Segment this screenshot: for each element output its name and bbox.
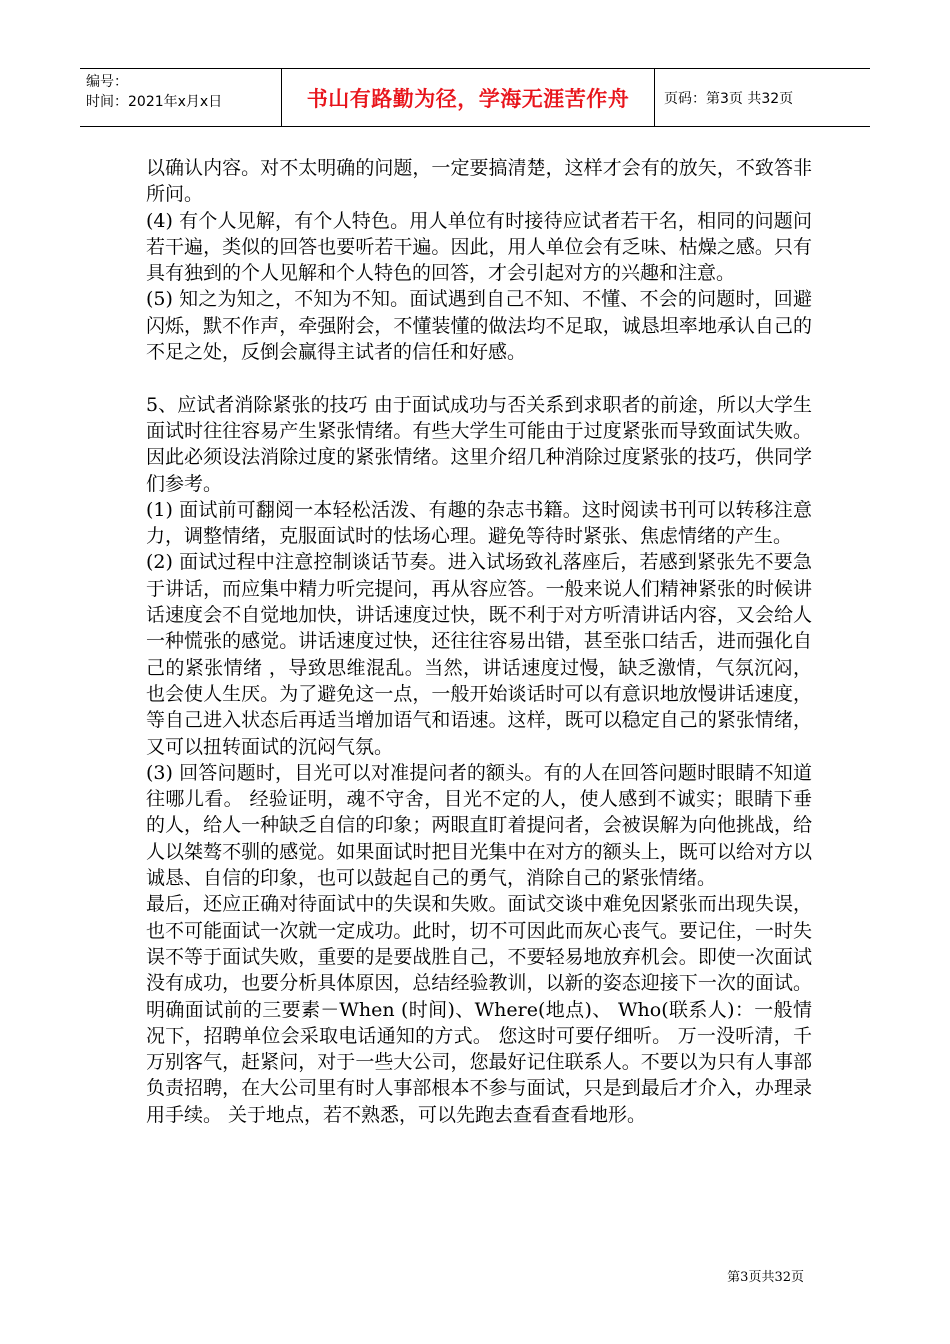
- header-meta: [80, 69, 282, 126]
- paragraph: 最后，还应正确对待面试中的失误和失败。面试交谈中难免因紧张而出现失误，也不可能面试一次就一定成功。此时，切不可因此而灰心丧气。要记住，一时失误不等于面试失败，重要的是要战胜自己，不要轻易地放弃机会。即使一次面试没有成功，也要分析具体原因，总结经验教训，以新的姿态迎接下一次的面试。 明确面试前的三要素－When (时间)、Where(地点)、 Who(联系人)：一般情况下，招聘单位会采取电话通知的方式。 您这时可要仔细听。 万一没听清，千万别客气，赶紧问，对于一些大公司，您最好记住联系人。不要以为只有人事部负责招聘，在大公司里有时人事部根本不参与面试，只是到最后才介入，办理录用手续。 关于地点，若不熟悉，可以先跑去查看查看地形。: [146, 893, 812, 1126]
- paragraph: (3) 回答问题时，目光可以对准提问者的额头。有的人在回答问题时眼睛不知道往哪儿看。 经验证明，魂不守舍，目光不定的人，使人感到不诚实；眼睛下垂的人，给人一种缺乏自信的印象；两眼直盯着提问者，会被误解为向他挑战，给人以桀骜不驯的感觉。如果面试时把目光集中在对方的额头上，既可以给对方以诚恳、自信的印象，也可以鼓起自己的勇气，消除自己的紧张情绪。: [146, 761, 812, 890]
- header-motto: 书山有路勤为径，学海无涯苦作舟: [282, 69, 655, 126]
- paragraph: 以确认内容。对不太明确的问题，一定要搞清楚，这样才会有的放矢，不致答非所问。: [146, 157, 812, 206]
- paragraph: (2) 面试过程中注意控制谈话节奏。进入试场致礼落座后，若感到紧张先不要急于讲话，而应集中精力听完提问，再从容应答。一般来说人们精神紧张的时候讲话速度会不自觉地加快，讲话速度过快，既不利于对方听清讲话内容，又会给人一种慌张的感觉。讲话速度过快，还往往容易出错，甚至张口结舌，进而强化自己的紧张情绪 ，导致思维混乱。当然，讲话速度过慢，缺乏激情，气氛沉闷，也会使人生厌。为了避免这一点，一般开始谈话时可以有意识地放慢讲话速度，等自己进入状态后再适当增加语气和语速。这样，既可以稳定自己的紧张情绪，又可以扭转面试的沉闷气氛。: [146, 551, 812, 758]
- document-body: [146, 155, 812, 1128]
- paragraph: (1) 面试前可翻阅一本轻松活泼、有趣的杂志书籍。这时阅读书刊可以转移注意力，调整情绪，克服面试时的怯场心理。避免等待时紧张、焦虑情绪的产生。: [146, 498, 812, 548]
- paragraph: (4) 有个人见解，有个人特色。用人单位有时接待应试者若干名，相同的问题问若干遍，类似的回答也要听若干遍。因此，用人单位会有乏味、枯燥之感。只有具有独到的个人见解和个人特色的回答，才会引起对方的兴趣和注意。: [146, 209, 812, 285]
- page-footer: 第3页共32页: [727, 1270, 804, 1285]
- serial-number-label: 编号：: [86, 74, 128, 90]
- paragraph: (5) 知之为知之，不知为不知。面试遇到自己不知、不懂、不会的问题时，回避闪烁，默不作声，牵强附会，不懂装懂的做法均不足取，诚恳坦率地承认自己的不足之处，反倒会赢得主试者的信任和好感。: [146, 288, 812, 364]
- page-header: [80, 68, 870, 127]
- paragraph: 5、应试者消除紧张的技巧 由于面试成功与否关系到求职者的前途，所以大学生面试时往往容易产生紧张情绪。有些大学生可能由于过度紧张而导致面试失败。因此必须设法消除过度的紧张情绪。这里介绍几种消除过度紧张的技巧，供同学们参考。: [146, 393, 812, 495]
- header-page-number: 页码：第3页 共32页: [664, 90, 794, 107]
- blank-line: [146, 365, 812, 391]
- date-label: 时间：2021年x月x日: [86, 94, 223, 110]
